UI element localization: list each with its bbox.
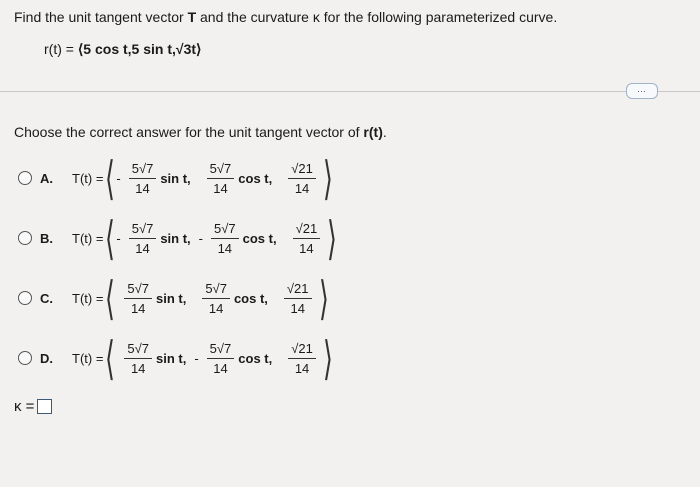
left-angle-bracket: ⟨	[105, 152, 116, 204]
question-rt: r(t)	[363, 124, 383, 140]
kappa-symbol: κ	[312, 9, 320, 25]
fraction	[202, 281, 230, 316]
radio-button[interactable]	[18, 171, 32, 185]
left-angle-bracket: ⟨	[105, 272, 116, 324]
prompt-text-mid: and the curvature	[196, 9, 313, 25]
kappa-answer	[14, 398, 52, 415]
fraction-numerator: 5√7	[124, 341, 152, 359]
vector-component	[116, 161, 192, 196]
fraction-denominator: 14	[135, 240, 150, 256]
fraction	[124, 281, 152, 316]
question-label: Choose the correct answer for the unit tangent vector of	[14, 124, 364, 140]
vector-component	[276, 281, 318, 316]
fraction	[129, 221, 157, 256]
fraction	[211, 221, 239, 256]
sign: -	[194, 350, 199, 366]
sign: -	[116, 170, 121, 186]
option-lhs: T(t) =	[72, 290, 104, 306]
fraction-numerator: 5√7	[207, 161, 235, 179]
fraction-numerator: 5√7	[129, 221, 157, 239]
fraction-denominator: 14	[290, 300, 305, 316]
kappa-answer-box[interactable]	[37, 399, 52, 414]
trig-function: cos t,	[242, 230, 277, 246]
right-angle-bracket: ⟩	[318, 272, 329, 324]
option-letter: B.	[40, 230, 53, 246]
trig-function: cos t,	[238, 350, 273, 366]
radio-button[interactable]	[18, 351, 32, 365]
vector-component	[194, 281, 270, 316]
divider	[0, 91, 700, 92]
sign: -	[116, 230, 121, 246]
option-3[interactable]	[18, 328, 331, 388]
T-symbol: T	[187, 9, 197, 25]
trig-function: sin t,	[160, 230, 191, 246]
fraction-denominator: 14	[299, 240, 314, 256]
vector-component	[116, 341, 188, 376]
trig-function: sin t,	[160, 170, 191, 186]
vector-component	[199, 221, 279, 256]
right-angle-bracket: ⟩	[322, 152, 333, 204]
fraction-numerator: 5√7	[202, 281, 230, 299]
more-button[interactable]: ⋯	[626, 83, 658, 99]
radio-button[interactable]	[18, 231, 32, 245]
option-0[interactable]	[18, 148, 331, 208]
trig-function: sin t,	[155, 290, 187, 306]
option-letter: D.	[40, 350, 53, 366]
left-angle-bracket: ⟨	[105, 332, 116, 384]
fraction-numerator: 5√7	[124, 281, 152, 299]
trig-function: cos t,	[233, 290, 268, 306]
trig-function: sin t,	[155, 350, 187, 366]
problem-prompt	[14, 9, 557, 25]
option-letter: A.	[40, 170, 53, 186]
fraction	[288, 161, 316, 196]
right-angle-bracket: ⟩	[327, 212, 338, 264]
fraction-numerator: 5√7	[211, 221, 239, 239]
fraction	[207, 161, 235, 196]
fraction-numerator: √21	[288, 161, 316, 179]
curve-lhs: r(t) =	[44, 41, 78, 57]
fraction	[207, 341, 235, 376]
vector-component	[280, 341, 322, 376]
sign: -	[198, 230, 204, 246]
fraction-denominator: 14	[294, 180, 310, 196]
fraction	[284, 281, 312, 316]
fraction-denominator: 14	[208, 300, 224, 316]
fraction	[129, 161, 157, 196]
vector-component	[116, 281, 188, 316]
question-text	[14, 124, 387, 140]
curve-rhs: ⟨5 cos t,5 sin t,√3t⟩	[77, 41, 202, 57]
right-angle-bracket: ⟩	[322, 332, 333, 384]
option-lhs: T(t) =	[72, 230, 104, 246]
trig-function: cos t,	[238, 170, 273, 186]
vector-component	[280, 161, 322, 196]
left-angle-bracket: ⟨	[105, 212, 116, 264]
radio-button[interactable]	[18, 291, 32, 305]
fraction-denominator: 14	[130, 300, 146, 316]
option-2[interactable]	[18, 268, 329, 328]
fraction-numerator: √21	[293, 221, 321, 239]
curve-definition	[44, 41, 202, 58]
fraction-denominator: 14	[135, 180, 150, 196]
option-letter: C.	[40, 290, 53, 306]
fraction-numerator: √21	[288, 341, 316, 359]
fraction-denominator: 14	[294, 360, 310, 376]
fraction-numerator: 5√7	[129, 161, 157, 179]
fraction	[288, 341, 316, 376]
fraction-denominator: 14	[213, 180, 228, 196]
option-lhs: T(t) =	[72, 170, 104, 186]
fraction-denominator: 14	[217, 240, 233, 256]
prompt-text-before: Find the unit tangent vector	[14, 9, 188, 25]
question-period: .	[382, 124, 387, 140]
option-1[interactable]	[18, 208, 338, 268]
option-lhs: T(t) =	[72, 350, 104, 366]
fraction-numerator: 5√7	[207, 341, 235, 359]
fraction-numerator: √21	[284, 281, 312, 299]
kappa-label: κ =	[14, 398, 35, 415]
prompt-text-after: for the following parameterized curve.	[319, 9, 558, 25]
vector-component	[199, 161, 275, 196]
fraction-denominator: 14	[213, 360, 228, 376]
vector-component	[194, 341, 274, 376]
fraction	[293, 221, 321, 256]
vector-component	[116, 221, 192, 256]
fraction	[124, 341, 152, 376]
vector-component	[285, 221, 327, 256]
fraction-denominator: 14	[130, 360, 146, 376]
